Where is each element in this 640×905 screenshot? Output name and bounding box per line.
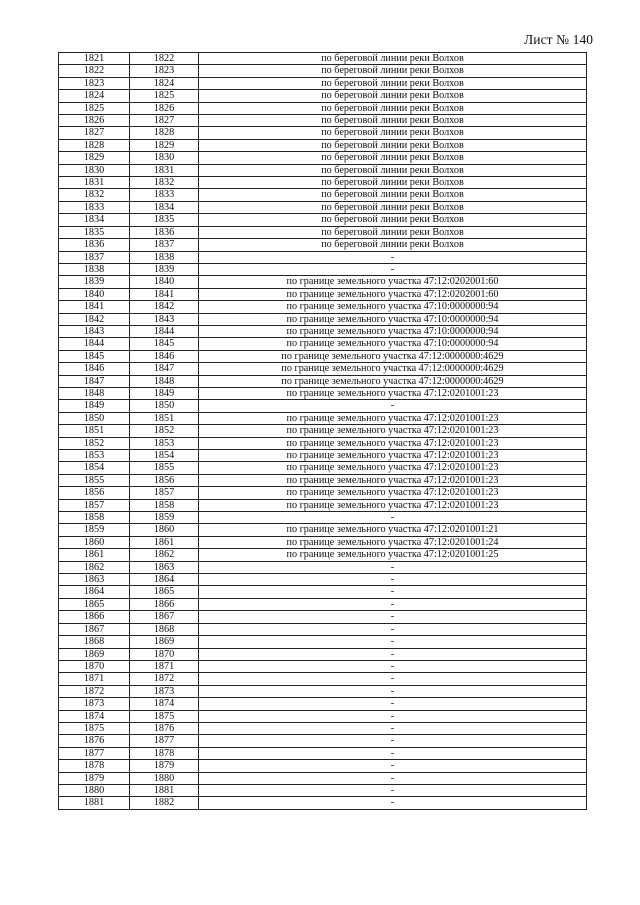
- table-row: [59, 387, 587, 399]
- table-row: [59, 512, 587, 524]
- boundary-description-cell: -: [199, 760, 587, 772]
- table-row: [59, 722, 587, 734]
- boundary-description-cell: по береговой линии реки Волхов: [199, 102, 587, 114]
- point-from-cell: 1839: [59, 276, 130, 288]
- point-from-cell: 1875: [59, 722, 130, 734]
- point-from-cell: 1863: [59, 574, 130, 586]
- point-to-cell: 1842: [130, 301, 199, 313]
- point-to-cell: 1825: [130, 90, 199, 102]
- table-row: [59, 660, 587, 672]
- point-from-cell: 1856: [59, 487, 130, 499]
- boundary-description-cell: по границе земельного участка 47:10:0000000:94: [199, 301, 587, 313]
- point-from-cell: 1826: [59, 115, 130, 127]
- table-row: [59, 710, 587, 722]
- boundary-table: [58, 52, 587, 810]
- point-from-cell: 1880: [59, 784, 130, 796]
- point-from-cell: 1857: [59, 499, 130, 511]
- table-row: [59, 598, 587, 610]
- point-to-cell: 1879: [130, 760, 199, 772]
- point-from-cell: 1834: [59, 214, 130, 226]
- table-row: [59, 648, 587, 660]
- point-to-cell: 1838: [130, 251, 199, 263]
- table-row: [59, 65, 587, 77]
- boundary-description-cell: по границе земельного участка 47:12:0201001:23: [199, 487, 587, 499]
- table-row: [59, 301, 587, 313]
- table-row: [59, 412, 587, 424]
- table-row: [59, 251, 587, 263]
- point-from-cell: 1859: [59, 524, 130, 536]
- boundary-description-cell: по береговой линии реки Волхов: [199, 164, 587, 176]
- boundary-description-cell: по границе земельного участка 47:12:0000000:4629: [199, 363, 587, 375]
- point-to-cell: 1860: [130, 524, 199, 536]
- boundary-description-cell: по границе земельного участка 47:12:0201001:23: [199, 387, 587, 399]
- point-to-cell: 1854: [130, 450, 199, 462]
- boundary-description-cell: по границе земельного участка 47:12:0201001:23: [199, 425, 587, 437]
- table-row: [59, 797, 587, 809]
- table-row: [59, 673, 587, 685]
- point-to-cell: 1848: [130, 375, 199, 387]
- boundary-description-cell: -: [199, 598, 587, 610]
- point-to-cell: 1856: [130, 474, 199, 486]
- table-row: [59, 152, 587, 164]
- boundary-description-cell: по границе земельного участка 47:12:0201001:21: [199, 524, 587, 536]
- point-from-cell: 1862: [59, 561, 130, 573]
- boundary-description-cell: -: [199, 512, 587, 524]
- point-from-cell: 1838: [59, 263, 130, 275]
- point-from-cell: 1858: [59, 512, 130, 524]
- point-from-cell: 1854: [59, 462, 130, 474]
- boundary-description-cell: по границе земельного участка 47:10:0000000:94: [199, 338, 587, 350]
- point-from-cell: 1844: [59, 338, 130, 350]
- point-to-cell: 1862: [130, 549, 199, 561]
- point-to-cell: 1872: [130, 673, 199, 685]
- table-row: [59, 400, 587, 412]
- boundary-description-cell: по береговой линии реки Волхов: [199, 90, 587, 102]
- table-row: [59, 214, 587, 226]
- point-from-cell: 1846: [59, 363, 130, 375]
- point-from-cell: 1873: [59, 698, 130, 710]
- point-to-cell: 1874: [130, 698, 199, 710]
- boundary-description-cell: по береговой линии реки Волхов: [199, 214, 587, 226]
- table-row: [59, 201, 587, 213]
- point-to-cell: 1846: [130, 350, 199, 362]
- table-row: [59, 338, 587, 350]
- table-row: [59, 425, 587, 437]
- boundary-description-cell: -: [199, 797, 587, 809]
- point-to-cell: 1864: [130, 574, 199, 586]
- point-to-cell: 1833: [130, 189, 199, 201]
- point-to-cell: 1845: [130, 338, 199, 350]
- table-row: [59, 115, 587, 127]
- table-row: [59, 462, 587, 474]
- boundary-description-cell: -: [199, 698, 587, 710]
- point-to-cell: 1867: [130, 611, 199, 623]
- point-to-cell: 1827: [130, 115, 199, 127]
- table-row: [59, 747, 587, 759]
- table-row: [59, 350, 587, 362]
- table-row: [59, 474, 587, 486]
- boundary-description-cell: по береговой линии реки Волхов: [199, 127, 587, 139]
- point-to-cell: 1882: [130, 797, 199, 809]
- boundary-table-container: [58, 52, 586, 810]
- point-from-cell: 1835: [59, 226, 130, 238]
- point-from-cell: 1876: [59, 735, 130, 747]
- boundary-description-cell: по береговой линии реки Волхов: [199, 152, 587, 164]
- point-to-cell: 1843: [130, 313, 199, 325]
- table-row: [59, 586, 587, 598]
- boundary-description-cell: по границе земельного участка 47:12:0000000:4629: [199, 350, 587, 362]
- point-to-cell: 1861: [130, 536, 199, 548]
- point-to-cell: 1871: [130, 660, 199, 672]
- table-row: [59, 77, 587, 89]
- point-to-cell: 1839: [130, 263, 199, 275]
- point-to-cell: 1822: [130, 53, 199, 65]
- point-to-cell: 1877: [130, 735, 199, 747]
- boundary-description-cell: -: [199, 648, 587, 660]
- point-to-cell: 1869: [130, 636, 199, 648]
- boundary-description-cell: по границе земельного участка 47:12:0201001:24: [199, 536, 587, 548]
- point-to-cell: 1865: [130, 586, 199, 598]
- point-to-cell: 1824: [130, 77, 199, 89]
- table-row: [59, 164, 587, 176]
- boundary-description-cell: по береговой линии реки Волхов: [199, 53, 587, 65]
- boundary-description-cell: -: [199, 561, 587, 573]
- boundary-description-cell: -: [199, 784, 587, 796]
- boundary-description-cell: -: [199, 636, 587, 648]
- table-row: [59, 437, 587, 449]
- boundary-description-cell: по границе земельного участка 47:12:0202001:60: [199, 276, 587, 288]
- table-row: [59, 536, 587, 548]
- point-to-cell: 1855: [130, 462, 199, 474]
- point-from-cell: 1869: [59, 648, 130, 660]
- point-to-cell: 1870: [130, 648, 199, 660]
- boundary-description-cell: по береговой линии реки Волхов: [199, 115, 587, 127]
- boundary-description-cell: -: [199, 574, 587, 586]
- point-from-cell: 1851: [59, 425, 130, 437]
- table-row: [59, 636, 587, 648]
- boundary-description-cell: по границе земельного участка 47:12:0000000:4629: [199, 375, 587, 387]
- point-to-cell: 1844: [130, 325, 199, 337]
- table-row: [59, 561, 587, 573]
- point-from-cell: 1872: [59, 685, 130, 697]
- point-to-cell: 1852: [130, 425, 199, 437]
- point-to-cell: 1851: [130, 412, 199, 424]
- point-to-cell: 1880: [130, 772, 199, 784]
- point-from-cell: 1828: [59, 139, 130, 151]
- point-from-cell: 1861: [59, 549, 130, 561]
- point-to-cell: 1836: [130, 226, 199, 238]
- point-from-cell: 1866: [59, 611, 130, 623]
- point-from-cell: 1833: [59, 201, 130, 213]
- point-from-cell: 1879: [59, 772, 130, 784]
- point-to-cell: 1841: [130, 288, 199, 300]
- point-to-cell: 1868: [130, 623, 199, 635]
- point-to-cell: 1823: [130, 65, 199, 77]
- table-row: [59, 735, 587, 747]
- point-from-cell: 1871: [59, 673, 130, 685]
- point-from-cell: 1855: [59, 474, 130, 486]
- point-from-cell: 1827: [59, 127, 130, 139]
- boundary-description-cell: -: [199, 586, 587, 598]
- point-from-cell: 1822: [59, 65, 130, 77]
- point-to-cell: 1828: [130, 127, 199, 139]
- sheet-number: Лист № 140: [524, 32, 594, 47]
- point-from-cell: 1842: [59, 313, 130, 325]
- boundary-table-body: [59, 53, 587, 810]
- point-to-cell: 1847: [130, 363, 199, 375]
- table-row: [59, 549, 587, 561]
- table-row: [59, 685, 587, 697]
- boundary-description-cell: -: [199, 263, 587, 275]
- point-from-cell: 1843: [59, 325, 130, 337]
- table-row: [59, 499, 587, 511]
- boundary-description-cell: по береговой линии реки Волхов: [199, 65, 587, 77]
- table-row: [59, 102, 587, 114]
- point-from-cell: 1840: [59, 288, 130, 300]
- point-from-cell: 1837: [59, 251, 130, 263]
- point-from-cell: 1841: [59, 301, 130, 313]
- table-row: [59, 375, 587, 387]
- boundary-description-cell: по границе земельного участка 47:12:0201001:23: [199, 437, 587, 449]
- table-row: [59, 325, 587, 337]
- table-row: [59, 772, 587, 784]
- point-to-cell: 1837: [130, 239, 199, 251]
- boundary-description-cell: по границе земельного участка 47:12:0201001:23: [199, 499, 587, 511]
- table-row: [59, 623, 587, 635]
- point-from-cell: 1870: [59, 660, 130, 672]
- boundary-description-cell: -: [199, 251, 587, 263]
- boundary-description-cell: -: [199, 623, 587, 635]
- boundary-description-cell: по границе земельного участка 47:12:0201001:25: [199, 549, 587, 561]
- point-from-cell: 1845: [59, 350, 130, 362]
- boundary-description-cell: -: [199, 735, 587, 747]
- table-row: [59, 288, 587, 300]
- point-to-cell: 1881: [130, 784, 199, 796]
- point-from-cell: 1865: [59, 598, 130, 610]
- boundary-description-cell: по береговой линии реки Волхов: [199, 77, 587, 89]
- point-to-cell: 1832: [130, 177, 199, 189]
- point-to-cell: 1831: [130, 164, 199, 176]
- point-to-cell: 1830: [130, 152, 199, 164]
- boundary-description-cell: по береговой линии реки Волхов: [199, 177, 587, 189]
- point-to-cell: 1858: [130, 499, 199, 511]
- point-from-cell: 1823: [59, 77, 130, 89]
- point-from-cell: 1825: [59, 102, 130, 114]
- point-to-cell: 1835: [130, 214, 199, 226]
- point-from-cell: 1831: [59, 177, 130, 189]
- table-row: [59, 263, 587, 275]
- point-to-cell: 1849: [130, 387, 199, 399]
- point-from-cell: 1881: [59, 797, 130, 809]
- point-from-cell: 1860: [59, 536, 130, 548]
- table-row: [59, 53, 587, 65]
- point-to-cell: 1863: [130, 561, 199, 573]
- boundary-description-cell: по береговой линии реки Волхов: [199, 189, 587, 201]
- boundary-description-cell: по береговой линии реки Волхов: [199, 239, 587, 251]
- table-row: [59, 127, 587, 139]
- point-from-cell: 1850: [59, 412, 130, 424]
- point-from-cell: 1821: [59, 53, 130, 65]
- table-row: [59, 90, 587, 102]
- table-row: [59, 276, 587, 288]
- boundary-description-cell: -: [199, 710, 587, 722]
- table-row: [59, 698, 587, 710]
- boundary-description-cell: -: [199, 772, 587, 784]
- point-to-cell: 1876: [130, 722, 199, 734]
- table-row: [59, 450, 587, 462]
- boundary-description-cell: -: [199, 722, 587, 734]
- boundary-description-cell: по границе земельного участка 47:10:0000000:94: [199, 325, 587, 337]
- table-row: [59, 226, 587, 238]
- point-to-cell: 1866: [130, 598, 199, 610]
- point-to-cell: 1829: [130, 139, 199, 151]
- point-to-cell: 1859: [130, 512, 199, 524]
- boundary-description-cell: -: [199, 747, 587, 759]
- table-row: [59, 239, 587, 251]
- point-from-cell: 1867: [59, 623, 130, 635]
- boundary-description-cell: по береговой линии реки Волхов: [199, 201, 587, 213]
- point-from-cell: 1829: [59, 152, 130, 164]
- boundary-description-cell: по границе земельного участка 47:12:0201001:23: [199, 462, 587, 474]
- point-from-cell: 1853: [59, 450, 130, 462]
- point-from-cell: 1874: [59, 710, 130, 722]
- point-from-cell: 1864: [59, 586, 130, 598]
- boundary-description-cell: по границе земельного участка 47:12:0201001:23: [199, 412, 587, 424]
- point-from-cell: 1878: [59, 760, 130, 772]
- point-from-cell: 1832: [59, 189, 130, 201]
- boundary-description-cell: по береговой линии реки Волхов: [199, 226, 587, 238]
- point-to-cell: 1826: [130, 102, 199, 114]
- table-row: [59, 574, 587, 586]
- table-row: [59, 524, 587, 536]
- point-from-cell: 1836: [59, 239, 130, 251]
- boundary-description-cell: -: [199, 660, 587, 672]
- table-row: [59, 611, 587, 623]
- point-from-cell: 1847: [59, 375, 130, 387]
- boundary-description-cell: -: [199, 673, 587, 685]
- boundary-description-cell: -: [199, 685, 587, 697]
- point-to-cell: 1850: [130, 400, 199, 412]
- boundary-description-cell: по границе земельного участка 47:10:0000000:94: [199, 313, 587, 325]
- boundary-description-cell: по границе земельного участка 47:12:0202001:60: [199, 288, 587, 300]
- point-to-cell: 1853: [130, 437, 199, 449]
- table-row: [59, 313, 587, 325]
- table-row: [59, 784, 587, 796]
- point-from-cell: 1830: [59, 164, 130, 176]
- point-to-cell: 1840: [130, 276, 199, 288]
- boundary-description-cell: -: [199, 400, 587, 412]
- table-row: [59, 363, 587, 375]
- point-to-cell: 1873: [130, 685, 199, 697]
- point-from-cell: 1852: [59, 437, 130, 449]
- point-from-cell: 1848: [59, 387, 130, 399]
- table-row: [59, 177, 587, 189]
- table-row: [59, 760, 587, 772]
- table-row: [59, 189, 587, 201]
- boundary-description-cell: по границе земельного участка 47:12:0201001:23: [199, 450, 587, 462]
- table-row: [59, 487, 587, 499]
- table-row: [59, 139, 587, 151]
- point-from-cell: 1877: [59, 747, 130, 759]
- point-to-cell: 1875: [130, 710, 199, 722]
- point-to-cell: 1878: [130, 747, 199, 759]
- point-from-cell: 1868: [59, 636, 130, 648]
- point-from-cell: 1824: [59, 90, 130, 102]
- point-to-cell: 1834: [130, 201, 199, 213]
- point-from-cell: 1849: [59, 400, 130, 412]
- boundary-description-cell: по границе земельного участка 47:12:0201001:23: [199, 474, 587, 486]
- point-to-cell: 1857: [130, 487, 199, 499]
- boundary-description-cell: -: [199, 611, 587, 623]
- boundary-description-cell: по береговой линии реки Волхов: [199, 139, 587, 151]
